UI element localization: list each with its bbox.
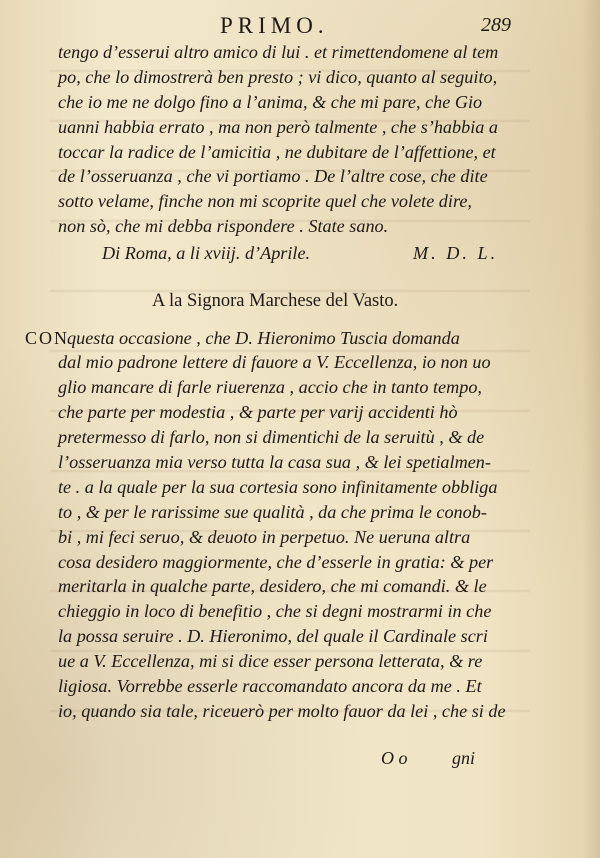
text-line: che parte per modestia , & parte per varij accidenti hò [58, 402, 458, 423]
signature-mark: O o [381, 748, 408, 768]
text-line: dal mio padrone lettere di fauore a V. Eccellenza, io non uo [58, 352, 491, 373]
text-line: meritarla in qualche parte, desidero, che mi comandi. & le [58, 576, 487, 597]
binding-shadow [582, 0, 600, 858]
text-line: cosa desidero maggiormente, che d’esserle in gratia: & per [58, 551, 494, 572]
catchword: gni [452, 748, 476, 768]
text-line: tengo d’esserui altro amico di lui . et rimettendomene al tem [58, 42, 499, 62]
next-letter-text [25, 326, 570, 724]
text-line: bi , mi feci seruo, & deuoto in perpetuo. Ne ueruna altra [58, 526, 471, 547]
text-line: chieggio in loco di benefitio , che si degni mostrarmi in che [58, 601, 492, 622]
text-line: toccar la radice de l’amicitia , ne dubitare de l’affettione, et [58, 141, 496, 162]
opening-line-text: questa occasione , che D. Hieronimo Tuscia domanda [67, 328, 460, 348]
opening-line [25, 326, 570, 350]
text-line: glio mancare di farle riuerenza , accio che in tanto tempo, [58, 377, 482, 398]
page-number: 289 [481, 14, 511, 36]
place-date: Di Roma, a li xviij. d’Aprile. [102, 243, 311, 264]
text-line: uanni habbia errato , ma non però talmente , che s’habbia a [58, 116, 498, 137]
text-line: po, che lo dimostrerà ben presto ; vi dico, quanto al seguito, [58, 66, 498, 87]
previous-letter-text [58, 40, 568, 269]
text-line: te . a la quale per la sua cortesia sono infinitamente obbliga [58, 476, 498, 497]
page-footer [0, 748, 600, 773]
text-line: l’osseruanza mia verso tutta la casa sua , & lei spetialmen- [58, 452, 491, 472]
text-line: ligiosa. Vorrebbe esserle raccomandato ancora da me . Et [58, 676, 482, 697]
letter-heading: A la Signora Marchese del Vasto. [152, 291, 399, 311]
opening-word: CON [25, 328, 70, 348]
letter-closing [58, 241, 568, 269]
text-line: to , & per le rarissime sue qualità , da che prima le conob- [58, 501, 487, 522]
text-line: sotto velame, finche non mi scoprite quel che volete dire, [58, 191, 472, 212]
running-head: PRIMO. [220, 13, 329, 38]
text-line: ue a V. Eccellenza, mi si dice esser persona letterata, & re [58, 651, 483, 672]
text-line: la possa seruire . D. Hieronimo, del quale il Cardinale scri [58, 626, 488, 647]
text-line: io, quando sia tale, riceuerò per molto fauor da lei , che si de [58, 700, 506, 721]
text-line: non sò, che mi debba rispondere . State sano. [58, 216, 389, 237]
page-header [0, 10, 600, 40]
letter-signature: M. D. L. [413, 243, 499, 264]
text-line: pretermesso di farlo, non si dimentichi de la seruitù , & de [58, 427, 485, 448]
text-line: che io me ne dolgo fino a l’anima, & che mi pare, che Gio [58, 91, 483, 112]
text-line: de l’osseruanza , che vi portiamo . De l’altre cose, che dite [58, 166, 488, 187]
